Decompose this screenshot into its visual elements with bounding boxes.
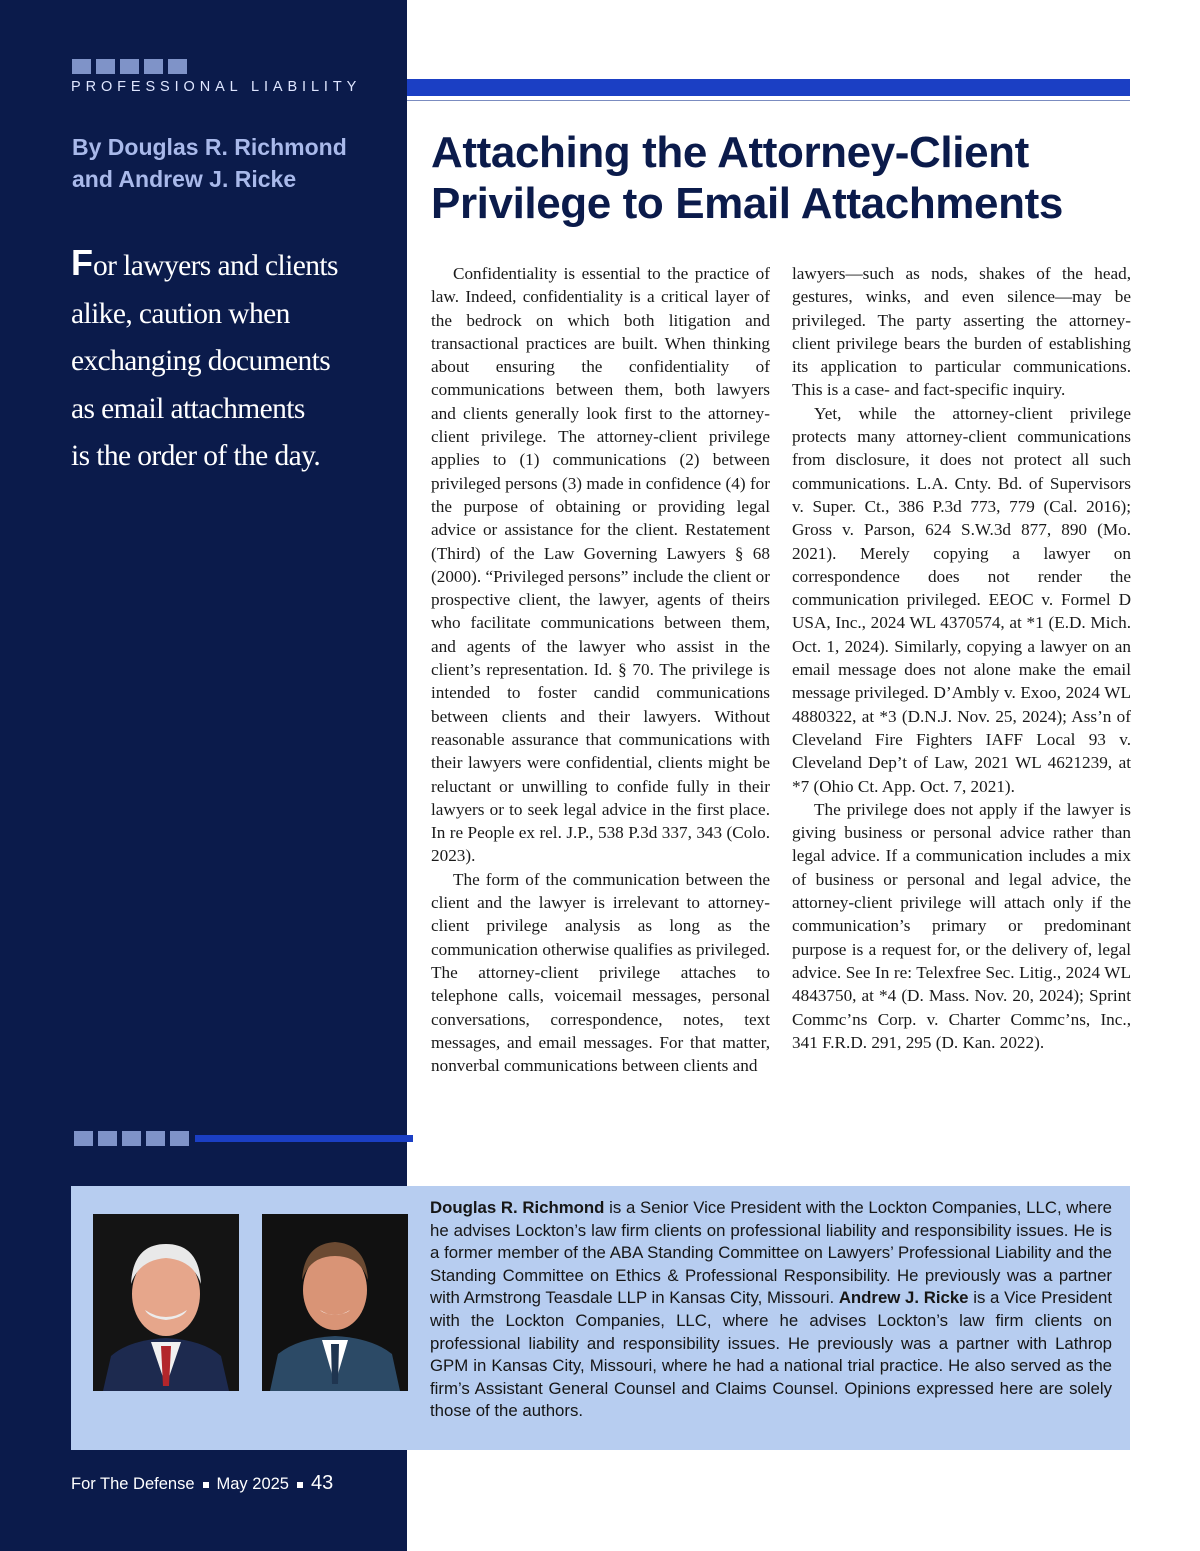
pullquote-line-1 <box>71 239 401 291</box>
bio-photo-spacer <box>90 1197 430 1423</box>
pullquote-line-5: is the order of the day. <box>71 440 321 472</box>
section-bar <box>407 79 1130 96</box>
footer-publication: For The Defense <box>71 1475 195 1493</box>
left-paragraph-1: Confidentiality is essential to the practice of law. Indeed, confidentiality is a critical layer of the bedrock on which both litigation and transactional practices are built. When thinking about ensuring the confidentiality of communications between them, both lawyers and clients generally look first to the attorney-client privilege. The attorney-client privilege applies to (1) communications (2) between privileged persons (3) made in confidence (4) for the purpose of obtaining or providing legal advice or assistance for the client. Restatement (Third) of the Law Governing Lawyers § 68 (2000). “Privileged persons” include the client or prospective client, the lawyer, agents of theirs who facilitate communications between them, and agents of the lawyer who assist in the client’s representation. Id. § 70. The privilege is intended to foster candid communications between clients and their lawyers. Without reasonable assurance that communications with their lawyers were confidential, clients might be reluctant or unwilling to confide fully in their lawyers or to seek legal advice in the first place. In re People ex rel. J.P., 538 P.3d 337, 343 (Colo. 2023). <box>431 264 770 866</box>
article-title <box>431 127 1131 229</box>
right-paragraph-3: The privilege does not apply if the lawyer is giving business or personal advice rather than legal advice. If a communication includes a mix of business or personal and legal advice, the attorney-client privilege will attach only if the communication’s primary or predominant purpose is a request for, or the delivery of, legal advice. See In re: Telexfree Sec. Litig., 2024 WL 4843750, at *4 (D. Mass. Nov. 20, 2024); Sprint Commc’ns Corp. v. Charter Commc’ns, Inc., 341 F.R.D. 291, 295 (D. Kan. 2022). <box>792 799 1131 1052</box>
pullquote-line-3: exchanging documents <box>71 345 331 377</box>
page-footer <box>71 1471 333 1496</box>
bio-name-ricke: Andrew J. Ricke <box>838 1288 969 1308</box>
decorative-squares-bottom <box>74 1131 189 1146</box>
footer-date: May 2025 <box>216 1475 289 1493</box>
pullquote-line-4: as email attachments <box>71 392 305 425</box>
footer-separator-1 <box>203 1482 209 1488</box>
byline-line-1: By Douglas R. Richmond <box>72 134 347 160</box>
article-title-line-1: Attaching the Attorney-Client <box>431 128 1029 177</box>
article-column-left <box>431 262 770 1077</box>
bio-text-richmond: is a Senior Vice President with the Lockton Companies, LLC, where he advises Lockton’s law firm clients on professional liability and responsibility issues. He is a former member of the ABA Standing Committee on Lawyers’ Professional Liability and the Standing Committee on Ethics & Professional Responsibility. He previously was a partner with Armstrong Teasdale LLP in Kansas City, Missouri. <box>430 1198 1113 1308</box>
decorative-accent-bar <box>195 1135 413 1142</box>
footer-separator-2 <box>297 1482 303 1488</box>
decorative-squares-top <box>72 59 187 74</box>
article-column-right <box>792 262 1131 1054</box>
author-bio-text <box>90 1197 1112 1423</box>
footer-page-number: 43 <box>310 1472 334 1494</box>
pullquote <box>71 239 401 481</box>
right-paragraph-2: Yet, while the attorney-client privilege protects many attorney-client communications from disclosure, it does not protect all such communications. L.A. Cnty. Bd. of Supervisors v. Super. Ct., 386 P.3d 773, 779 (Cal. 2016); Gross v. Parson, 624 S.W.3d 877, 890 (Mo. 2021). Merely copying a lawyer on correspondence does not render the communication privileged. EEOC v. Formel D USA, Inc., 2024 WL 4370574, at *1 (E.D. Mich. Oct. 1, 2024). Similarly, copying a lawyer on an email message does not alone make the email message privileged. D’Ambly v. Exoo, 2024 WL 4880322, at *3 (D.N.J. Nov. 25, 2024); Ass’n of Cleveland Fire Fighters IAFF Local 93 v. Cleveland Dep’t of Law, 2021 WL 4621239, at *7 (Ohio Ct. App. Oct. 7, 2021). <box>792 403 1131 796</box>
right-paragraph-1: lawyers—such as nods, shakes of the head, gestures, winks, and even silence—may be privileged. The party asserting the attorney-client privilege bears the burden of establishing its application to particular communications. This is a case- and fact-specific inquiry. <box>792 264 1131 400</box>
pullquote-initial: F <box>71 242 93 283</box>
pullquote-line-1-text: or lawyers and clients <box>93 250 338 282</box>
article-title-line-2: Privilege to Email Attachments <box>431 179 1063 228</box>
section-rule <box>407 100 1130 101</box>
byline-line-2: and Andrew J. Ricke <box>72 166 297 192</box>
pullquote-line-2: alike, caution when <box>71 297 290 330</box>
section-label: PROFESSIONAL LIABILITY <box>71 79 362 95</box>
bio-text-ricke: is a Vice President with the Lockton Companies, LLC, where he advises Lockton’s law firm clients on professional liability and responsibility issues. He previously was a partner with Lathrop GPM in Kansas City, Missouri, where he had a national trial practice. He also served as the firm’s Assistant General Counsel and Claims Counsel. Opinions expressed here are solely those of the authors. <box>430 1288 1113 1421</box>
byline <box>72 131 392 195</box>
bio-name-richmond: Douglas R. Richmond <box>430 1198 605 1217</box>
left-paragraph-2: The form of the communication between the client and the lawyer is irrelevant to attorney-client privilege analysis as long as the communication otherwise qualifies as privileged. The attorney-client privilege attaches to telephone calls, voicemail messages, personal conversations, correspondence, notes, text messages, and email messages. For that matter, nonverbal communications between clients and <box>431 869 770 1076</box>
